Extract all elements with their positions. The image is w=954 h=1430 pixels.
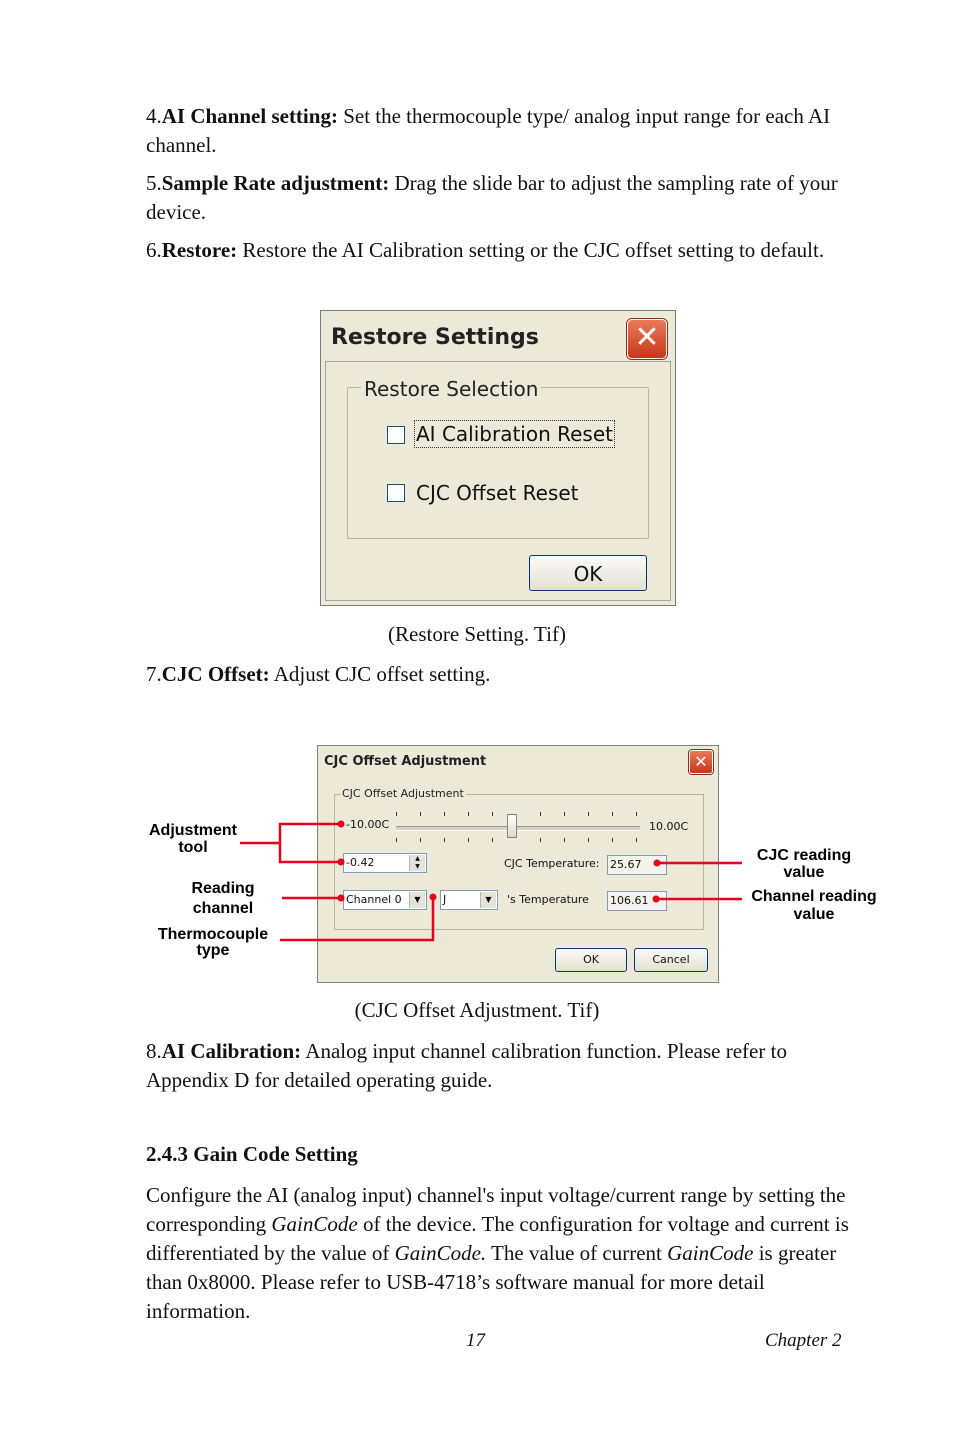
spinner-arrows-icon[interactable]: ▲ ▼ (409, 855, 425, 871)
chevron-down-icon[interactable]: ▼ (480, 892, 496, 908)
group-label: CJC Offset Adjustment (342, 787, 464, 800)
cancel-button[interactable]: Cancel (634, 948, 708, 972)
annotation-text: Thermocouple (157, 926, 269, 943)
cjc-offset-reset-label[interactable]: CJC Offset Reset (416, 481, 579, 505)
annotation-text: Adjustment (149, 822, 237, 839)
callout-dot (654, 860, 661, 867)
close-icon[interactable]: ✕ (689, 750, 713, 774)
annotation-text: Channel reading (751, 888, 877, 905)
paragraph-sample-rate: 5.Sample Rate adjustment: Drag the slide bar to adjust the sampling rate of your device. (146, 171, 838, 224)
figure-caption-cjc: (CJC Offset Adjustment. Tif) (354, 998, 600, 1022)
annotation-text: CJC reading (756, 847, 852, 864)
annotation-thermocouple-type (148, 927, 278, 959)
callout-dot (338, 895, 345, 902)
callout-dot (430, 894, 437, 901)
figure-caption-restore: (Restore Setting. Tif) (388, 622, 566, 646)
ok-button[interactable]: OK (555, 948, 627, 972)
annotation-adjustment-tool (140, 822, 246, 856)
ai-calibration-reset-label[interactable]: AI Calibration Reset (416, 422, 613, 446)
dialog-title: Restore Settings (331, 325, 539, 350)
annotation-cjc-reading (744, 847, 864, 881)
channel-select-value: Channel 0 (346, 893, 402, 906)
channel-temperature-field: 106.61 (607, 891, 667, 911)
annotation-text: type (196, 942, 230, 959)
annotation-text: tool (178, 839, 208, 856)
paragraph-restore: 6.Restore: Restore the AI Calibration setting or the CJC offset setting to default. (146, 238, 825, 262)
callout-line-thermocouple (280, 897, 433, 940)
chapter-label: Chapter 2 (765, 1330, 842, 1351)
paragraph-cjc-offset: 7.CJC Offset: Adjust CJC offset setting. (146, 662, 491, 686)
annotation-channel-reading (742, 888, 886, 924)
annotation-reading-channel (170, 879, 276, 919)
callout-dot (338, 821, 345, 828)
callout-dot (653, 896, 660, 903)
group-label: Restore Selection (361, 377, 541, 401)
slider-max-label: 10.00C (649, 820, 689, 833)
callout-bracket-adjustment (280, 824, 340, 862)
cjc-temperature-field: 25.67 (607, 855, 667, 875)
ok-button[interactable]: OK (529, 555, 647, 591)
paragraph-ai-channel-setting: 4.AI Channel setting: Set the thermocouple type/ analog input range for each AI channel. (146, 104, 831, 157)
section-heading: 2.4.3 Gain Code Setting (146, 1142, 358, 1166)
page-number: 17 (466, 1330, 485, 1351)
paragraph-gain-code: Configure the AI (analog input) channel's input voltage/current range by setting the corresponding GainCode of the device. The configuration for voltage and current is differentiated by the value of GainCode. The value of current GainCode is greater than 0x8000. Please refer to USB-4718’s software manual for more detail information. (146, 1183, 849, 1323)
channel-temperature-label: 's Temperature (507, 893, 589, 906)
cjc-temperature-label: CJC Temperature: (504, 857, 600, 870)
thermocouple-type-value: J (443, 893, 447, 906)
annotation-text: channel (192, 900, 254, 917)
close-icon[interactable]: ✕ (627, 319, 667, 359)
annotation-text: value (793, 906, 835, 923)
slider-min-label: -10.00C (346, 818, 390, 831)
annotation-text: value (783, 864, 825, 881)
chevron-down-icon[interactable]: ▼ (409, 892, 425, 908)
paragraph-ai-calibration: 8.AI Calibration: Analog input channel calibration function. Please refer to Appendix D for detailed operating guide. (146, 1039, 787, 1092)
offset-value: -0.42 (346, 856, 375, 869)
dialog-title: CJC Offset Adjustment (324, 754, 487, 769)
callout-dot (338, 859, 345, 866)
annotation-text: Reading (191, 880, 255, 897)
